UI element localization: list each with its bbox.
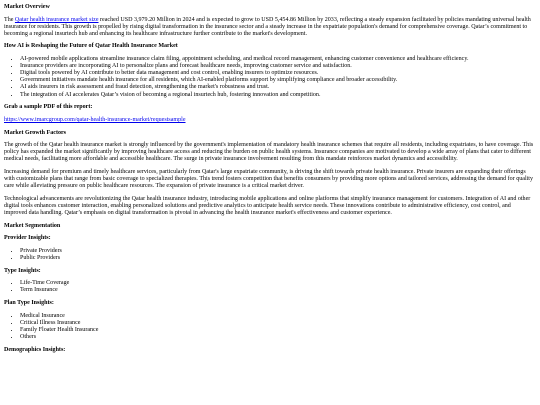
plan-type-insights-heading: Plan Type Insights: (4, 300, 54, 307)
ai-bullet-item: • Digital tools powered by AI contribute to better data management and cost control, enabling insurers to optimize resources. (20, 70, 535, 77)
segmentation-heading: Market Segmentation (4, 222, 61, 229)
market-overview-paragraph (4, 17, 535, 38)
ai-bullet-item: • Government initiatives mandate health insurance for all residents, which AI-enabled platforms support by simplifying compliance and broader accessibility. (20, 77, 535, 84)
ai-section (4, 43, 535, 98)
type-insights-heading: Type Insights: (4, 267, 41, 274)
provider-insights-list (4, 248, 535, 262)
growth-factors-heading: Market Growth Factors (4, 129, 67, 136)
segment-item: • Critical Illness Insurance (20, 320, 535, 327)
growth-factors-paragraph: Technological advancements are revolutionizing the Qatar health insurance industry, introducing mobile applications and online platforms that simplify insurance management for customers. Integration of AI and other digital tools enhances customer interaction, enabling personalized solutions and predictive analytics to anticipate health service needs. These innovations contribute to administrative efficiency, cost control, and improved data handling. Qatar’s emphasis on digital transformation is pivotal in advancing the health insurance market's effectiveness and customer experience. (4, 195, 531, 217)
sample-pdf-section (4, 104, 535, 124)
sample-pdf-paragraph (4, 117, 535, 124)
market-overview-section (4, 4, 535, 38)
sample-pdf-link[interactable]: https://www.imarcgroup.com/qatar-health-insurance-market/requestsample (4, 116, 186, 123)
segment-item: • Medical Insurance (20, 313, 535, 320)
segment-item: • Life-Time Coverage (20, 280, 535, 287)
ai-bullet-item: • AI aids insurers in risk assessment and fraud detection, strengthening the market's robustness and trust. (20, 84, 535, 91)
segmentation-section (4, 223, 535, 354)
provider-insights-heading: Provider Insights: (4, 235, 51, 242)
segment-item: • Private Providers (20, 248, 535, 255)
type-insights-list (4, 280, 535, 294)
segment-item: • Public Providers (20, 255, 535, 262)
ai-section-heading: How AI is Reshaping the Future of Qatar Health Insurance Market (4, 43, 178, 50)
market-overview-heading: Market Overview (4, 4, 50, 10)
plan-type-insights-list (4, 313, 535, 341)
market-size-link[interactable]: Qatar health insurance market size (14, 16, 99, 23)
segment-item: • Term Insurance (20, 287, 535, 294)
market-overview-prefix: The (4, 16, 15, 23)
ai-bullet-list (4, 56, 535, 99)
demographics-insights-heading: Demographics Insights: (4, 346, 66, 353)
market-overview-text: reached USD 3,979.20 Million in 2024 and is expected to grow to USD 5,454.86 Million by 2033, reflecting a steady expansion facilitated by policies mandating universal health insurance for residents. This growth is propelled by rising digital transformation in the insurance sector and a steady increase in the expatriate population's demand for comprehensive coverage. Qatar’s commitment to becoming a regional insurtech hub and enhancing its healthcare infrastructure further contribute to the market's development. (4, 16, 531, 37)
ai-bullet-item: • Insurance providers are incorporating AI to personalize plans and forecast healthcare needs, improving customer service and satisfaction. (20, 63, 535, 70)
growth-factors-paragraph: The growth of the Qatar health insurance market is strongly influenced by the government's implementation of mandatory health insurance schemes that require all residents, including expatriates, to have coverage. This policy has expanded the market significantly by improving healthcare access and reducing the burden on public health systems. Insurance companies are motivated to develop a wide array of plans that cater to different medical needs, facilitating more affordable and accessible healthcare. The surge in private insurance involvement resulting from this mandate reinforces market dynamics and accessibility. (4, 142, 534, 163)
segment-item: • Others (20, 334, 535, 341)
ai-bullet-item: • The integration of AI accelerates Qatar’s vision of becoming a regional insurtech hub, fostering innovation and competition. (20, 92, 535, 99)
growth-factors-section (4, 130, 535, 218)
segment-item: • Family Floater Health Insurance (20, 327, 535, 334)
growth-factors-paragraph: Increasing demand for premium and timely healthcare services, particularly from Qatar's large expatriate community, is driving the shift towards private health insurance. Private insurers are expanding their offerings with customizable plans that range from basic coverage to specialized therapies. This trend fosters competition that benefits consumers by providing more options and tailored services, addressing the demand for quality care while alleviating pressure on public healthcare resources. The expansion of private insurance is a critical market driver. (4, 168, 534, 190)
sample-pdf-heading: Grab a sample PDF of this report: (4, 104, 93, 111)
ai-bullet-item: • AI-powered mobile applications streamline insurance claim filing, appointment scheduling, and medical record management, enhancing customer convenience and healthcare efficiency. (20, 56, 535, 63)
